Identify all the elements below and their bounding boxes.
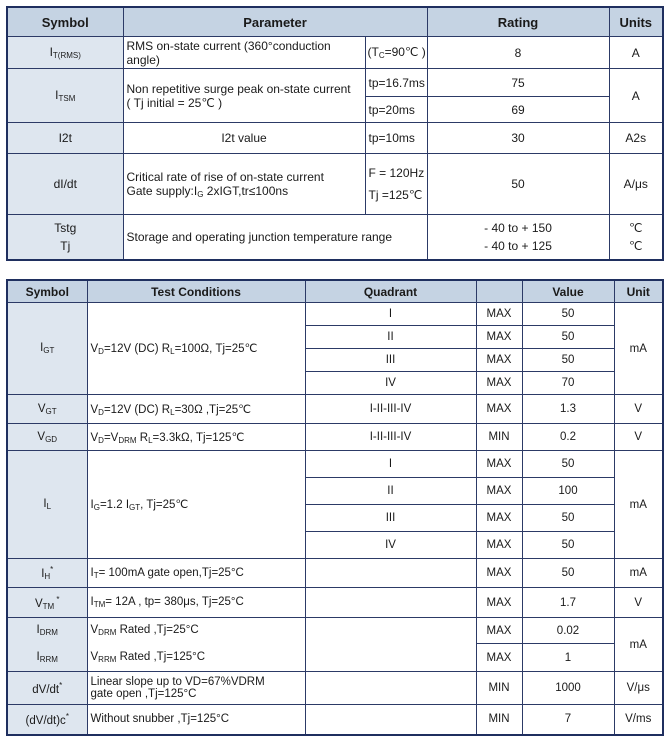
- condition-cell: tp=20ms: [365, 97, 427, 123]
- limit-cell: MAX: [476, 326, 522, 349]
- limit-cell: MAX: [476, 618, 522, 644]
- table-row: [7, 559, 663, 588]
- characteristics-table: [6, 279, 664, 736]
- quadrant-cell: I-II-III-IV: [305, 395, 476, 424]
- value-cell: 70: [522, 372, 614, 395]
- condition-cell: $I_G=1.2$ $I_{GT}$, Tj=25℃: [87, 451, 305, 559]
- table-row: [7, 395, 663, 424]
- symbol-cell: $I_{RRM}$: [7, 644, 87, 672]
- rating-cell: 50: [427, 154, 609, 215]
- limit-cell: MAX: [476, 395, 522, 424]
- limit-cell: MAX: [476, 644, 522, 672]
- parameter-cell: I2t value: [123, 123, 365, 154]
- quadrant-cell: I-II-III-IV: [305, 424, 476, 451]
- value-cell: 7: [522, 705, 614, 735]
- header-test-conditions: Test Conditions: [87, 280, 305, 303]
- symbol-cell: dV/dt*: [7, 672, 87, 705]
- unit-cell: A2s: [609, 123, 663, 154]
- condition-cell: tp=16.7ms: [365, 69, 427, 97]
- unit-cell: V: [614, 395, 663, 424]
- table-row: [7, 672, 663, 705]
- quadrant-cell: [305, 644, 476, 672]
- condition-cell: $V_{DRM}$ Rated ,Tj=25°C: [87, 618, 305, 644]
- limit-cell: MAX: [476, 349, 522, 372]
- value-cell: 50: [522, 559, 614, 588]
- unit-cell: mA: [614, 618, 663, 672]
- symbol-cell: dI/dt: [7, 154, 123, 215]
- table-row: [7, 424, 663, 451]
- table-row: [7, 451, 663, 478]
- limit-cell: MAX: [476, 451, 522, 478]
- condition-cell: $V_D=V_{DRM}$ $R_L=3.3k\Omega$, Tj=125℃: [87, 424, 305, 451]
- unit-cell: ℃ ℃: [609, 215, 663, 260]
- symbol-cell: $I_{T(RMS)}$: [7, 37, 123, 69]
- quadrant-cell: [305, 588, 476, 618]
- value-cell: 50: [522, 532, 614, 559]
- table-row: [7, 154, 663, 215]
- value-cell: 50: [522, 451, 614, 478]
- header-symbol: Symbol: [7, 7, 123, 37]
- parameter-cell: Critical rate of rise of on-state current Gate $supply:I_G$ 2xIGT,tr≤100ns: [123, 154, 365, 215]
- limit-cell: MAX: [476, 532, 522, 559]
- ratings-table: [6, 6, 664, 261]
- condition-cell: ($T_C=90℃$ ): [365, 37, 427, 69]
- quadrant-cell: [305, 559, 476, 588]
- unit-cell: V/μs: [614, 672, 663, 705]
- condition-cell: Without snubber ,Tj=125°C: [87, 705, 305, 735]
- table-row: [7, 588, 663, 618]
- symbol-cell: $V_{TM}$ *: [7, 588, 87, 618]
- quadrant-cell: IV: [305, 532, 476, 559]
- rating-cell: 8: [427, 37, 609, 69]
- header-unit: Unit: [614, 280, 663, 303]
- quadrant-cell: [305, 705, 476, 735]
- rating-cell: 30: [427, 123, 609, 154]
- unit-cell: A: [609, 37, 663, 69]
- quadrant-cell: I: [305, 303, 476, 326]
- table-row: [7, 37, 663, 69]
- limit-cell: MIN: [476, 672, 522, 705]
- symbol-cell: (dV/dt)c*: [7, 705, 87, 735]
- quadrant-cell: III: [305, 505, 476, 532]
- unit-cell: V/ms: [614, 705, 663, 735]
- parameter-cell: Non repetitive surge peak on-state current ( Tj initial = 25℃ ): [123, 69, 365, 123]
- condition-cell: Linear slope up to VD=67%VDRM gate open ,Tj=125°C: [87, 672, 305, 705]
- unit-cell: A: [609, 69, 663, 123]
- limit-cell: MAX: [476, 505, 522, 532]
- symbol-cell: $V_{GT}$: [7, 395, 87, 424]
- condition-cell: $V_D=12V$ (DC) $R_L=30\Omega$ ,Tj=25℃: [87, 395, 305, 424]
- symbol-cell: $I_L$: [7, 451, 87, 559]
- quadrant-cell: III: [305, 349, 476, 372]
- unit-cell: mA: [614, 451, 663, 559]
- quadrant-cell: II: [305, 326, 476, 349]
- value-cell: 50: [522, 303, 614, 326]
- unit-cell: V: [614, 424, 663, 451]
- table-row: [7, 215, 663, 260]
- value-cell: 50: [522, 326, 614, 349]
- header-blank: [476, 280, 522, 303]
- condition-cell: tp=10ms: [365, 123, 427, 154]
- value-cell: 1.3: [522, 395, 614, 424]
- unit-cell: A/μs: [609, 154, 663, 215]
- header-quadrant: Quadrant: [305, 280, 476, 303]
- quadrant-cell: [305, 618, 476, 644]
- condition-cell: $V_{RRM}$ Rated ,Tj=125°C: [87, 644, 305, 672]
- header-rating: Rating: [427, 7, 609, 37]
- table-row: [7, 123, 663, 154]
- quadrant-cell: II: [305, 478, 476, 505]
- header-value: Value: [522, 280, 614, 303]
- condition-cell: $V_D=12V$ (DC) $R_L=100\Omega$, Tj=25℃: [87, 303, 305, 395]
- quadrant-cell: [305, 672, 476, 705]
- value-cell: 1.7: [522, 588, 614, 618]
- table-row: [7, 303, 663, 326]
- symbol-cell: $I_{GT}$: [7, 303, 87, 395]
- unit-cell: V: [614, 588, 663, 618]
- limit-cell: MIN: [476, 424, 522, 451]
- table-row: [7, 644, 663, 672]
- rating-cell: - 40 to + 150 - 40 to + 125: [427, 215, 609, 260]
- table-row: [7, 618, 663, 644]
- symbol-cell: Tstg Tj: [7, 215, 123, 260]
- limit-cell: MAX: [476, 588, 522, 618]
- condition-cell: $I_{TM}= 12A$ , tp= 380μs, Tj=25°C: [87, 588, 305, 618]
- unit-cell: mA: [614, 303, 663, 395]
- parameter-cell: Storage and operating junction temperature range: [123, 215, 427, 260]
- header-parameter: Parameter: [123, 7, 427, 37]
- quadrant-cell: IV: [305, 372, 476, 395]
- symbol-cell: I2t: [7, 123, 123, 154]
- limit-cell: MAX: [476, 372, 522, 395]
- limit-cell: MAX: [476, 303, 522, 326]
- condition-cell: F = 120Hz Tj =125℃: [365, 154, 427, 215]
- value-cell: 0.2: [522, 424, 614, 451]
- symbol-cell: $I_H^*$: [7, 559, 87, 588]
- value-cell: 100: [522, 478, 614, 505]
- rating-cell: 69: [427, 97, 609, 123]
- value-cell: 0.02: [522, 618, 614, 644]
- value-cell: 50: [522, 349, 614, 372]
- value-cell: 1: [522, 644, 614, 672]
- ratings-header-row: [7, 7, 663, 37]
- header-symbol: Symbol: [7, 280, 87, 303]
- table-row: [7, 705, 663, 735]
- limit-cell: MAX: [476, 478, 522, 505]
- unit-cell: mA: [614, 559, 663, 588]
- limit-cell: MIN: [476, 705, 522, 735]
- symbol-cell: $I_{DRM}$: [7, 618, 87, 644]
- value-cell: 1000: [522, 672, 614, 705]
- table-row: [7, 69, 663, 97]
- symbol-cell: $I_{TSM}$: [7, 69, 123, 123]
- limit-cell: MAX: [476, 559, 522, 588]
- parameter-cell: RMS on-state current (360°conduction angle): [123, 37, 365, 69]
- symbol-cell: $V_{GD}$: [7, 424, 87, 451]
- header-units: Units: [609, 7, 663, 37]
- rating-cell: 75: [427, 69, 609, 97]
- condition-cell: $I_T= 100mA$ gate open,Tj=25°C: [87, 559, 305, 588]
- characteristics-header-row: [7, 280, 663, 303]
- value-cell: 50: [522, 505, 614, 532]
- quadrant-cell: I: [305, 451, 476, 478]
